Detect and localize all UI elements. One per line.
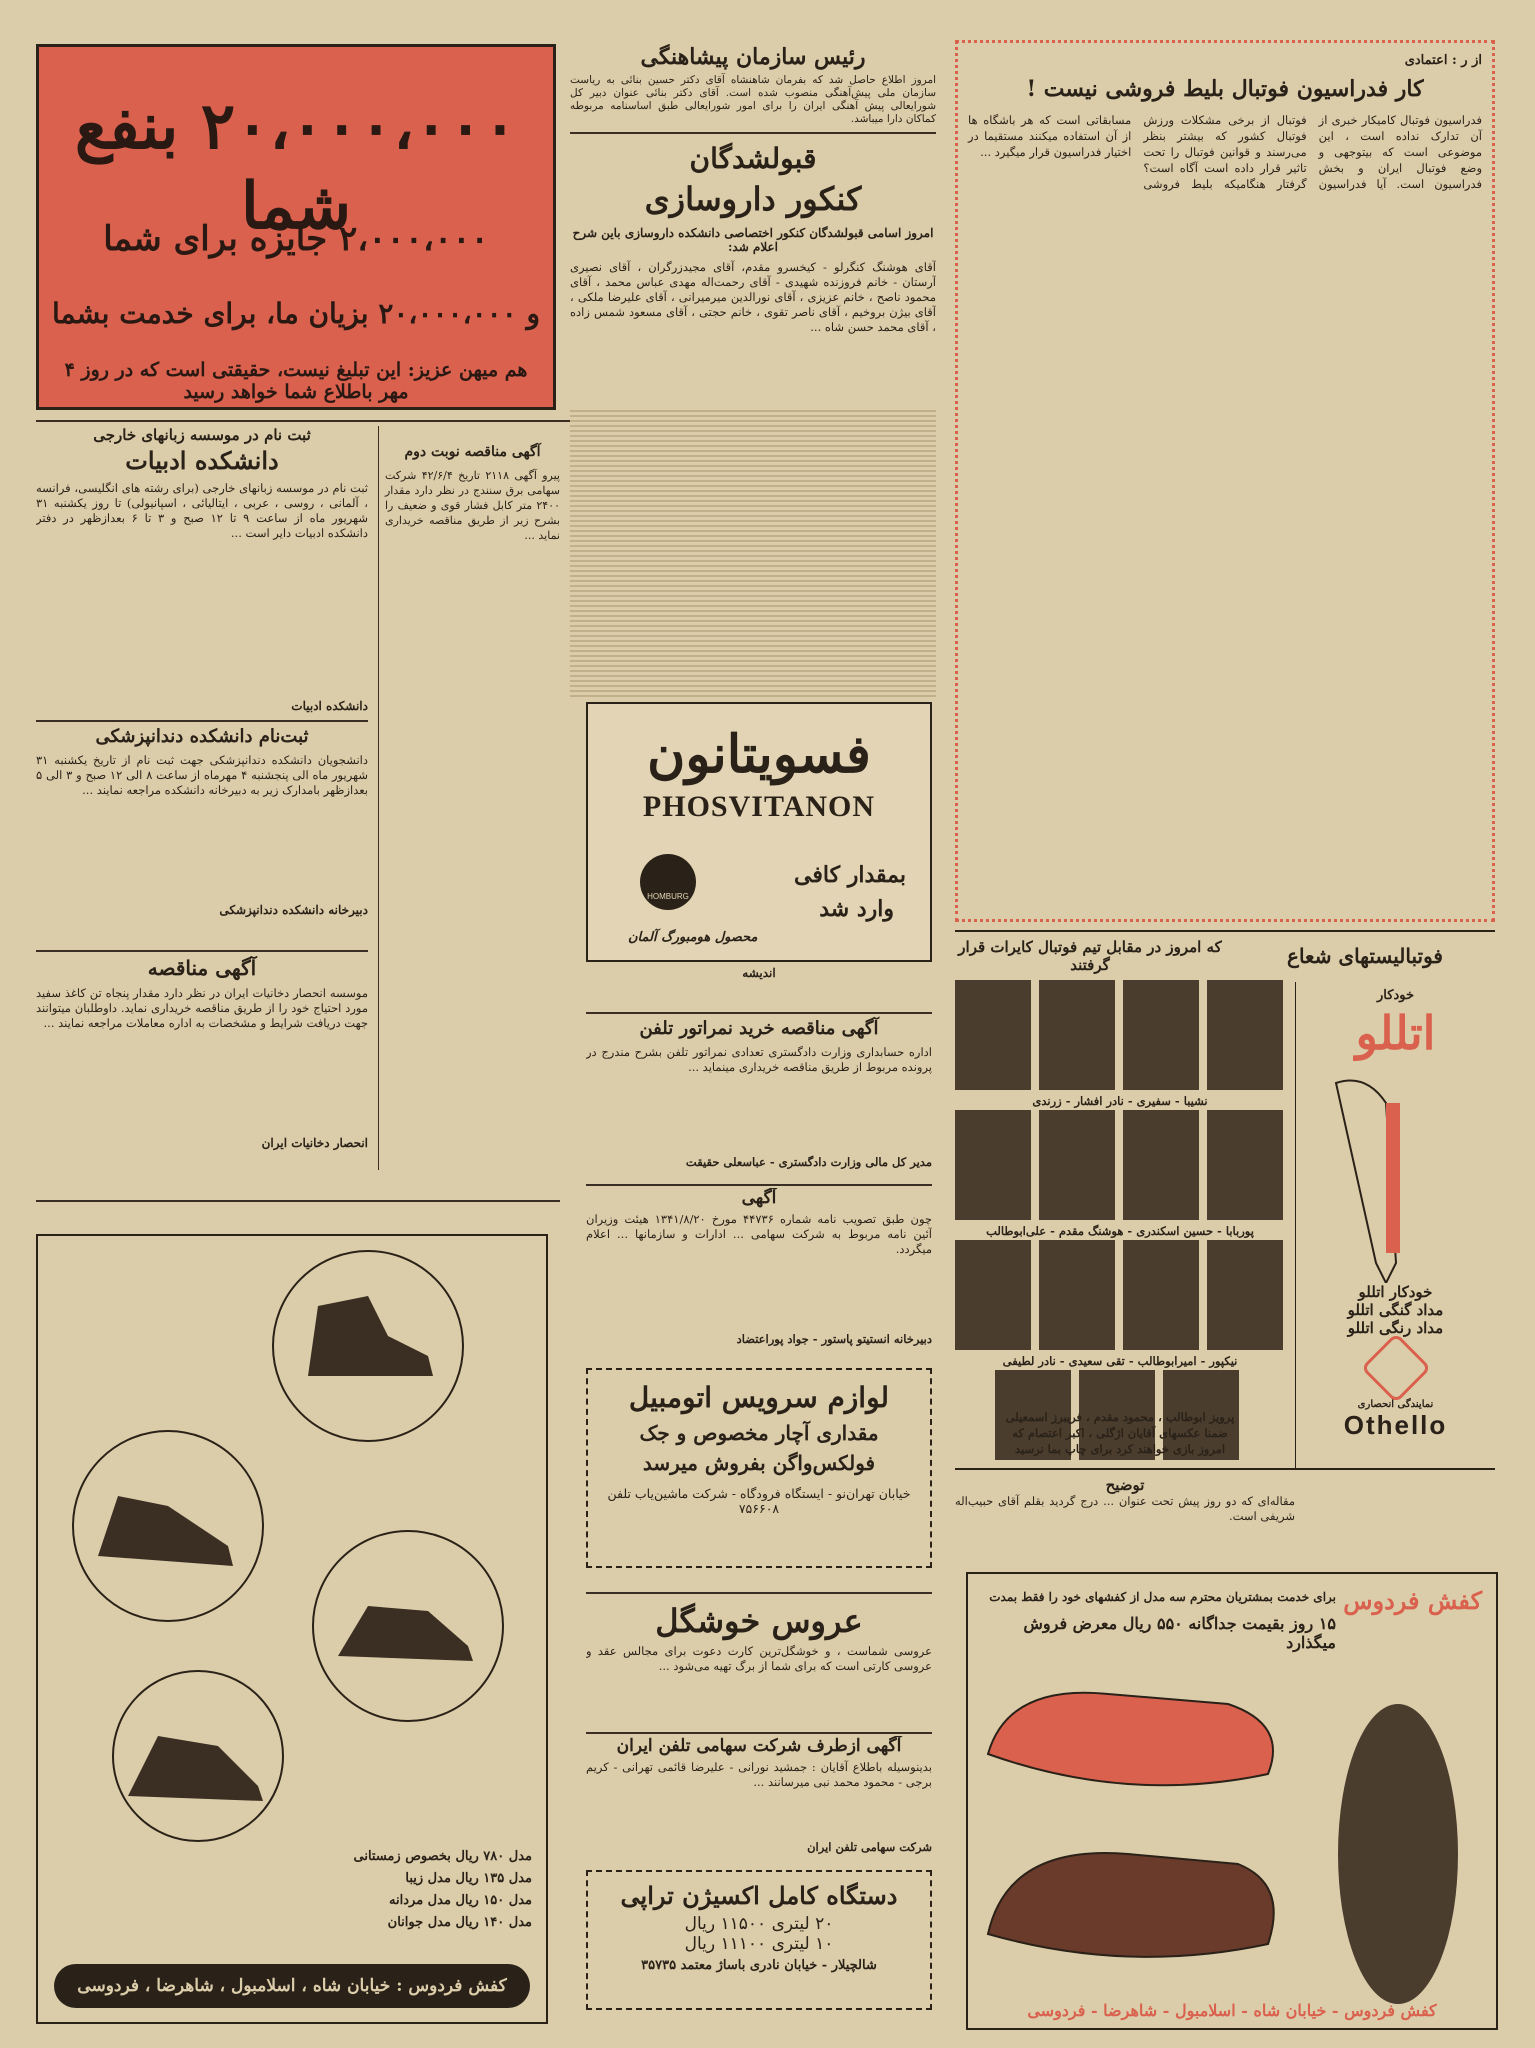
ferdows-left-prices	[232, 1846, 532, 1934]
phosvitanon-brand-fa: فسویتانون	[647, 724, 871, 785]
player-photo	[1123, 1240, 1199, 1350]
konkur-names-lines	[570, 410, 936, 700]
telefon-iran-title: آگهی ازطرف شرکت سهامی تلفن ایران	[616, 1736, 902, 1756]
monaqese-ad	[36, 956, 368, 1166]
swan-logo-icon	[1360, 1333, 1431, 1404]
pishahangi-body: امروز اطلاع حاصل شد که بفرمان شاهنشاه آقای دکتر حسین بنائی به ریاست سازمان ملی پیش‌آهنگی منصوب شده است. آقای دکتر بنائی عنوان دبیر کل شورایعالی پیش آهنگی ایران را برای امور شورایعالی طبق اساسنامه مربوطه کماکان دارا میباشد.	[570, 74, 936, 125]
konkur-subtitle: امروز اسامی قبولشدگان کنکور اختصاصی دانشکده داروسازی باین شرح اعلام شد:	[572, 226, 934, 254]
agahi-body: چون طبق تصویب نامه شماره ۴۴۷۳۶ مورخ ۱۳۴۱/۸/۲۰ هیئت وزیران آئین نامه مربوط به شرکت سهامی ... ادارات و سازمانها ... اعلام میگردد.	[586, 1212, 932, 1256]
oxygen-row2: ۱۰ لیتری ۱۱۱۰۰ ریال	[684, 1934, 834, 1954]
konkur-body: آقای هوشنگ کنگرلو - کیخسرو مقدم، آقای مجیدزرگران ، آقای نصیری آرستان - خانم فروزنده شهیدی - آقای رحمت‌اله مهدی عباس محمد ، آقای محمود ناصح ، خانم عزیزی ، آقای نورالدین میرمیرانی ، آقای علیرضا ملکی ، آقای بیژن بروخیم ، آقای ناصر تقوی ، خانم حجتی ، آقای مسعود شمس زاده ، آقای محمد حسن شاه ...	[570, 260, 936, 334]
price-line-3: مدل ۱۵۰ ریال مدل مردانه	[389, 1893, 532, 1908]
othello-dealer: نمایندگی انحصاری	[1357, 1399, 1434, 1410]
phosvitanon-maker: محصول هومبورگ آلمان	[628, 930, 758, 945]
oxygen-title: دستگاه کامل اکسیژن تراپی	[620, 1881, 898, 1910]
konkur-news	[570, 140, 936, 410]
oxford-shoe-icon	[338, 1606, 473, 1661]
othello-ad	[1295, 982, 1495, 1470]
bride-body: عروسی شماست ، و خوشگل‌ترین کارت دعوت برای مجالس عقد و عروسی کارتی است که برای شما از برگ تهیه می‌شود ...	[586, 1644, 932, 1673]
footballers-row3: نیکپور - امیرابوطالب - تقی سعیدی - نادر لطیفی	[1002, 1354, 1238, 1368]
player-photo	[1207, 1240, 1283, 1350]
auto-line2: فولکس‌واگن بفروش میرسد	[642, 1451, 876, 1475]
footballers-section	[955, 930, 1495, 1470]
footballers-row2: پوربابا - حسین اسکندری - هوشنگ مقدم - علی‌ابوطالب	[986, 1224, 1254, 1238]
article-body: فدراسیون فوتبال کامیکار خبری از آن تدارک نداده است ، این موضوعی است که بیتوجهی و وضع فوتبال ایران و بخش فدراسیون است. آیا فدراسیون فوتبال از برخی مشکلات ورزش فوتبال کشور که بیشتر بنظر می‌رسند و قوانین فوتبال را تحت تاثیر قرار داده است آگاه است؟ گرفتار هنگامیکه بلیط فروشی مسابقاتی است که هر باشگاه ها از آن استفاده میکنند مستقیما در اختیار فدراسیون قرار میگیرد ...	[968, 113, 1482, 191]
tozih-note	[955, 1476, 1295, 1546]
telefon-iran-body: بدینوسیله باطلاع آقایان : جمشید نورانی - علیرضا قائمی تهرانی - کریم برجی - محمود محمد نبی میرسانند ...	[586, 1760, 932, 1789]
konkur-title1: قبولشدگان	[689, 142, 817, 175]
shoe-illustrations	[38, 1236, 546, 1846]
player-photo	[1123, 1110, 1199, 1220]
player-photo	[1207, 1110, 1283, 1220]
homburg-logo	[640, 854, 696, 910]
adabiyat-kicker: ثبت نام در موسسه زبانهای خارجی	[93, 426, 311, 444]
divider	[586, 1592, 932, 1594]
agahi-title: آگهی	[741, 1188, 777, 1208]
divider	[36, 1200, 560, 1202]
phosvitanon-tagline1: بمقدار کافی	[794, 862, 906, 888]
footballers-row4b: ضمنا عکسهای آقایان اژگلی ، اکبر اعتصام که	[1012, 1426, 1228, 1440]
phosvitanon-brand-en: PHOSVITANON	[642, 790, 876, 823]
pishahangi-news	[570, 44, 936, 128]
player-photo	[1039, 1110, 1115, 1220]
divider	[570, 132, 936, 134]
red-ad-footer: هم میهن عزیز: این تبلیغ نیست، حقیقتی است که در روز ۴ مهر باطلاع شما خواهد رسید	[64, 359, 528, 403]
othello-slogan3: مداد رنگی اتللو	[1347, 1319, 1444, 1337]
telefon-monaqese-title: آگهی مناقصه خرید نمراتور تلفن	[639, 1018, 879, 1039]
red-loafer-icon	[988, 1693, 1273, 1786]
ferdows-shoe-ad-left	[36, 1234, 548, 2024]
boot-icon	[308, 1296, 433, 1376]
konkur-title2: کنکور داروسازی	[644, 180, 862, 218]
brogue-shoe-icon	[128, 1736, 263, 1801]
auto-title: لوازم سرویس اتومبیل	[628, 1381, 890, 1414]
ferdows-shoe-ad-right	[966, 1572, 1498, 2030]
pen-icon	[1296, 1063, 1495, 1283]
dandan-title: ثبت‌نام دانشکده دندانپزشکی	[95, 726, 309, 747]
brown-loafer-icon	[988, 1853, 1274, 1957]
footballers-title-left: فوتبالیستهای شعاع	[1287, 944, 1443, 968]
ferdows-right-headline: برای خدمت بمشتریان محترم سه مدل از کفشهای خود را فقط بمدت	[989, 1590, 1336, 1604]
phosvitanon-credit: اندیشه	[742, 966, 776, 980]
sole-view-icon	[1338, 1704, 1458, 2004]
othello-top: خودکار	[1377, 988, 1414, 1003]
monaqese-body: موسسه انحصار دخانیات ایران در نظر دارد مقدار پنجاه تن کاغذ سفید مورد احتیاج خود را از طریق مناقصه خریداری نماید. داوطلبان میتوانند جهت دریافت شرایط و مشخصات به اداره معاملات مراجعه نمایند ...	[36, 986, 368, 1030]
homburg-logo-text: HOMBURG	[647, 892, 689, 901]
phosvitanon-tagline2: وارد شد	[819, 896, 894, 922]
dandan-signature: دبیرخانه دانشکده دندانپزشکی	[219, 903, 368, 917]
telefon-monaqese-body: اداره حسابداری وزارت دادگستری تعدادی نمراتور تلفن بشرح مندرج در پرونده مربوط از طریق مناقصه خریداری مینماید ...	[586, 1045, 932, 1074]
player-photo	[955, 1110, 1031, 1220]
dandan-body: دانشجویان دانشکده دندانپزشکی جهت ثبت نام از تاریخ یکشنبه ۳۱ شهریور ماه الی پنجشنبه ۴ مهرماه از ساعت ۸ الی ۱۲ صبح و ۳ الی ۵ بعدازظهر بامدارک زیر به دبیرخانه دانشکده مراجعه نمایند ...	[36, 753, 368, 797]
footballers-row1: نشیبا - سفیری - نادر افشار - زرندی	[1032, 1094, 1208, 1108]
tozih-title: توضیح	[1105, 1476, 1145, 1494]
red-ad-line3: و ۲۰،۰۰۰،۰۰۰ بزیان ما، برای خدمت بشما	[51, 297, 541, 330]
ferdows-right-shops: کفش فردوس - خیابان شاه - اسلامبول - شاهرضا - فردوسی	[1027, 2001, 1437, 2020]
telefon-iran-ad	[586, 1736, 932, 1866]
player-photo	[1039, 980, 1115, 1090]
adabiyat-title: دانشکده ادبیات	[125, 446, 279, 475]
auto-parts-ad	[586, 1368, 932, 1568]
othello-brand-fa: اتللو	[1355, 1006, 1436, 1060]
footballers-row4a: پرویز ابوطالب ، محمود مقدم ، فریبرز اسمعیلی	[1005, 1410, 1235, 1424]
othello-brand-en: Othello	[1343, 1410, 1448, 1440]
ferdows-left-shops: کفش فردوس : خیابان شاه ، اسلامبول ، شاهرضا ، فردوسی	[54, 1964, 530, 2008]
player-photo	[1207, 980, 1283, 1090]
ferdows-right-offer: ۱۵ روز بقیمت جداگانه ۵۵۰ ریال معرض فروش میگذارد	[1023, 1614, 1336, 1652]
adabiyat-ad	[36, 426, 368, 716]
divider	[586, 1732, 932, 1734]
adabiyat-body: ثبت نام در موسسه زبانهای خارجی (برای رشته های انگلیسی، فرانسه ، آلمانی ، روسی ، عربی ، ایتالیائی ، اسپانیولی) تا روز یکشنبه ۳۱ شهریور ماه از ساعت ۹ تا ۱۲ صبح و ۳ تا ۶ بعدازظهر در دفتر دانشکده ادبیات دایر است ...	[36, 481, 368, 540]
dandan-ad	[36, 726, 368, 946]
pishahangi-title: رئیس سازمان پیشاهنگی	[640, 44, 866, 70]
auto-line1: مقداری آچار مخصوص و جک	[639, 1421, 879, 1445]
adabiyat-signature: دانشکده ادبیات	[291, 699, 368, 713]
oxygen-row1: ۲۰ لیتری ۱۱۵۰۰ ریال	[684, 1914, 834, 1934]
player-photo	[1039, 1240, 1115, 1350]
divider	[586, 1184, 932, 1186]
price-line-4: مدل ۱۴۰ ریال مدل جوانان	[387, 1915, 532, 1930]
agahi-signature: دبیرخانه انستیتو پاستور - جواد پوراعتضاد	[736, 1332, 932, 1346]
footballers-row4c: امروز بازی خواهند کرد برای چاپ بما نرسید	[1014, 1442, 1226, 1456]
tozih-body: مقاله‌ای که دو روز پیش تحت عنوان ... درج گردید بقلم آقای حبیب‌اله شریفی است.	[955, 1494, 1295, 1523]
othello-slogan1: خودکار اتللو	[1358, 1283, 1433, 1301]
ferdows-right-brand: کفش فردوس	[1343, 1586, 1482, 1615]
price-line-1: مدل ۷۸۰ ریال بخصوص زمستانی	[353, 1849, 532, 1864]
othello-slogan2: مداد گنگی اتللو	[1347, 1301, 1444, 1319]
telefon-monaqese-signature: مدیر کل مالی وزارت دادگستری - عباسعلی حقیقت	[685, 1155, 932, 1169]
red-ad	[36, 44, 556, 410]
bride-ad	[586, 1598, 932, 1728]
oxygen-address: شالچیلار - خیابان نادری باساژ معتمد ۳۵۷۳۵	[641, 1958, 877, 1973]
divider	[36, 950, 368, 952]
player-photo	[1123, 980, 1199, 1090]
divider	[36, 720, 368, 722]
monaqese-title: آگهی مناقصه	[147, 956, 257, 980]
red-ad-line2: ۲،۰۰۰،۰۰۰ جایزه برای شما	[103, 219, 489, 259]
oxygen-ad	[586, 1870, 932, 2010]
price-line-2: مدل ۱۳۵ ریال مدل زیبا	[405, 1871, 532, 1886]
bride-title: عروس خوشگل	[655, 1602, 863, 1640]
article-byline: از ر : اعتمادی	[1404, 53, 1482, 68]
football-article	[955, 40, 1495, 922]
article-title: کار فدراسیون فوتبال بلیط فروشی نیست !	[1026, 76, 1424, 102]
monaqese-nobat-ad	[378, 426, 560, 1170]
agahi-ad	[586, 1188, 932, 1362]
monaqese-signature: انحصار دخانیات ایران	[261, 1136, 368, 1150]
monaqese-nobat-body: پیرو آگهی ۲۱۱۸ تاریخ ۴۲/۶/۴ شرکت سهامی برق سنندج در نظر دارد مقدار ۲۴۰۰ متر کابل فشار قوی و ضعیف را بشرح زیر از طریق مناقصه خریداری نماید ...	[385, 469, 560, 542]
telefon-iran-signature: شرکت سهامی تلفن ایران	[807, 1840, 932, 1854]
shoe-pair-illustration	[968, 1634, 1496, 2014]
footballers-title-right: که امروز در مقابل تیم فوتبال کایرات قرار گرفتند	[958, 938, 1222, 974]
player-photo	[955, 1240, 1031, 1350]
red-ad-headline: ۲۰،۰۰۰،۰۰۰ بنفع شما	[74, 89, 518, 244]
monaqese-nobat-title: آگهی مناقصه نوبت دوم	[404, 444, 541, 460]
auto-address: خیابان تهران‌نو - ایستگاه فرودگاه - شرکت ماشین‌یاب تلفن ۷۵۶۶۰۸	[607, 1486, 911, 1516]
telefon-monaqese-ad	[586, 1014, 932, 1182]
monk-shoe-icon	[98, 1496, 233, 1566]
phosvitanon-ad	[586, 702, 932, 962]
konkur-names-list	[570, 410, 936, 700]
player-photo	[955, 980, 1031, 1090]
